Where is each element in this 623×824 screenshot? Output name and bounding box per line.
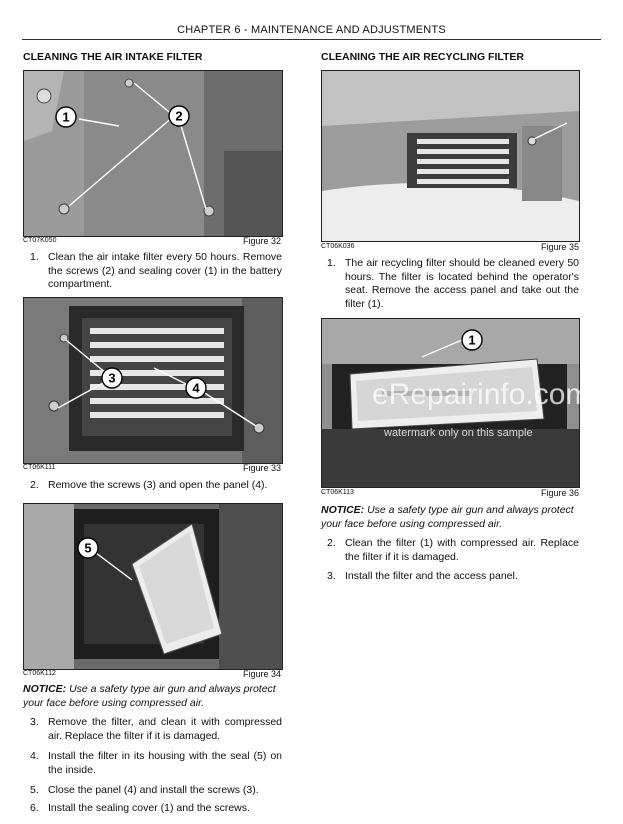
figure-34-photo [23,503,283,670]
left-step-4-num: 4. [30,750,39,762]
callout-1-label: 1 [62,109,70,125]
right-step-1-text: The air recycling filter should be cleaned every 50 hours. The filter is located behind the operator's seat. Remove the access panel and take out the filter (1). [345,257,579,310]
callout-1 [56,107,76,127]
left-step-5 [30,784,282,798]
callout-3-label: 3 [108,370,116,386]
callout-2 [169,106,189,126]
right-step-3-num: 3. [327,570,336,582]
left-step-6-num: 6. [30,802,39,814]
header-rule [22,39,601,40]
figure-35-photo [321,70,580,242]
right-step-1 [327,257,579,313]
left-step-1-num: 1. [30,251,39,263]
left-notice-label: NOTICE: [23,683,67,695]
figure-34-code: CT06K112 [23,670,56,677]
left-notice [23,683,282,710]
left-notice-text: Use a safety type air gun and always protect your face before using compressed air. [23,683,276,709]
figure-35-label: Figure 35 [540,242,579,252]
figure-33-code: CT06K111 [23,464,56,471]
figure-35-code: CT06K036 [321,243,355,250]
figure-34-label: Figure 34 [242,669,281,679]
right-step-3 [327,570,579,584]
left-step-6-text: Install the sealing cover (1) and the screws. [48,802,250,814]
watermark-note: watermark only on this sample [384,427,533,439]
figure-32-label: Figure 32 [242,236,281,246]
callout-1-fig36-label: 1 [468,332,476,348]
callout-3 [102,368,122,388]
right-notice-text: Use a safety type air gun and always protect your face before using compressed air. [321,504,574,530]
figure-33-label: Figure 33 [242,463,281,473]
chapter-header: CHAPTER 6 - MAINTENANCE AND ADJUSTMENTS [177,24,446,36]
right-step-2-num: 2. [327,537,336,549]
right-notice [321,504,579,531]
figure-32-photo [23,70,283,237]
callout-1-fig36 [462,330,482,350]
right-step-1-num: 1. [327,257,336,269]
left-step-5-num: 5. [30,784,39,796]
callout-5 [78,538,98,558]
left-step-3-num: 3. [30,716,39,728]
left-step-4-text: Install the filter in its housing with the seal (5) on the inside. [48,750,282,776]
left-step-5-text: Close the panel (4) and install the screws (3). [48,784,259,796]
left-step-1-text: Clean the air intake filter every 50 hours. Remove the screws (2) and sealing cover (1) in the battery compartment. [48,251,282,291]
left-step-2-num: 2. [30,479,39,491]
right-step-2-text: Clean the filter (1) with compressed air. Replace the filter if it is damaged. [345,537,579,563]
right-step-3-text: Install the filter and the access panel. [345,570,518,582]
left-heading: CLEANING THE AIR INTAKE FILTER [23,51,203,63]
right-heading: CLEANING THE AIR RECYCLING FILTER [321,51,524,63]
left-step-2 [30,479,282,493]
figure-32-code: CT07K050 [23,237,57,244]
watermark-site: eRepairinfo.com [372,378,591,411]
right-step-2 [327,537,579,565]
left-step-2-text: Remove the screws (3) and open the panel (4). [48,479,268,491]
figure-33-photo [23,297,283,464]
figure-36-label: Figure 36 [540,488,579,498]
left-step-3 [30,716,282,744]
right-notice-label: NOTICE: [321,504,365,516]
figure-36-code: CT06K113 [321,489,354,496]
left-step-1 [30,251,282,293]
callout-4-label: 4 [192,380,200,396]
left-step-4 [30,750,282,778]
callout-5-label: 5 [84,540,92,556]
callout-2-label: 2 [175,108,183,124]
callout-4 [186,378,206,398]
left-step-3-text: Remove the filter, and clean it with compressed air. Replace the filter if it is damaged. [48,716,282,742]
left-step-6 [30,802,282,816]
